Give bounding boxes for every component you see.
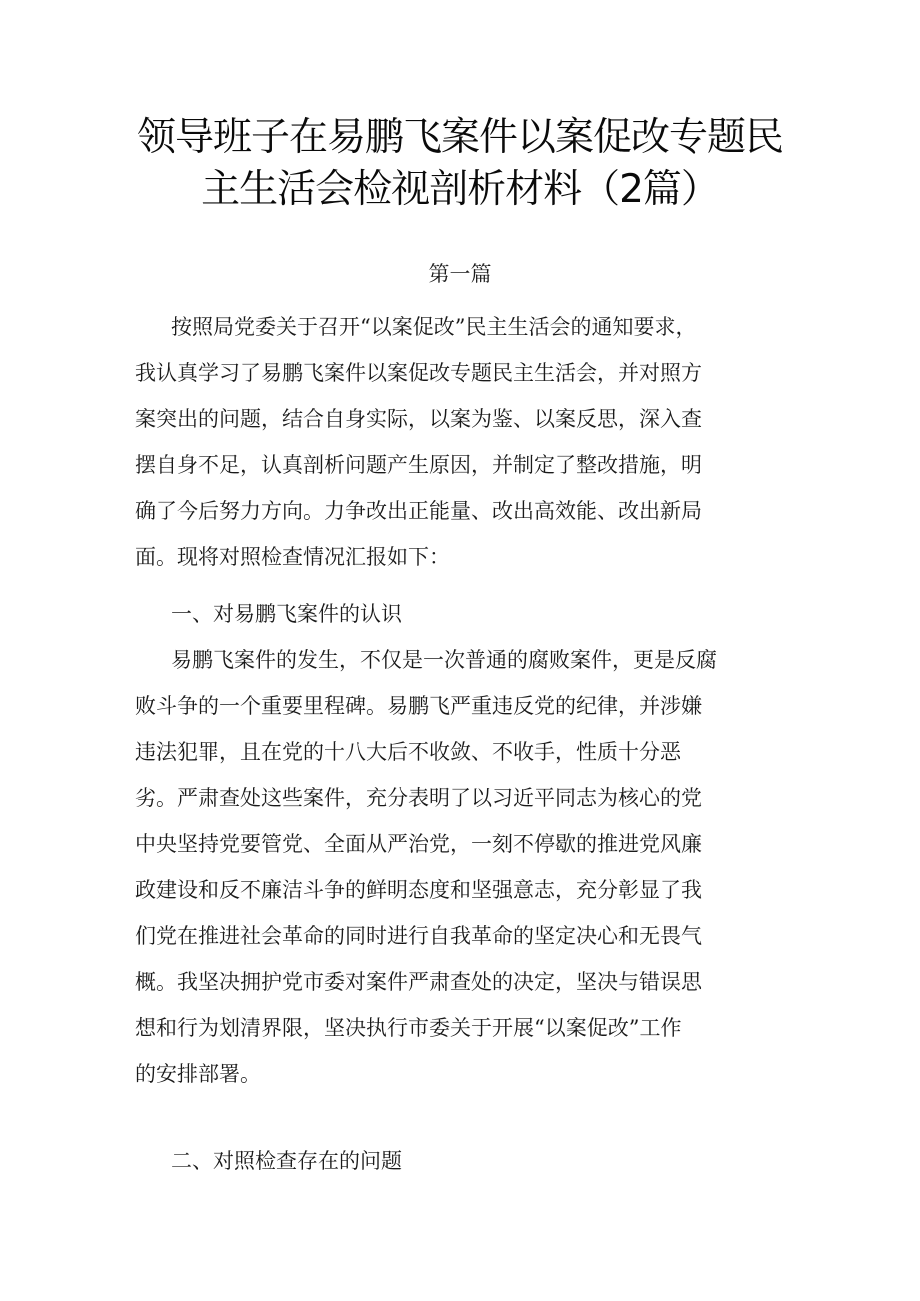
paragraph-line: 违法犯罪，且在党的十八大后不收敛、不收手，性质十分恶 bbox=[135, 740, 681, 764]
document-title-line-2: 主生活会检视剖析材料（2篇） bbox=[201, 167, 719, 212]
paragraph-line: 案突出的问题，结合自身实际，以案为鉴、以案反思，深入查 bbox=[135, 407, 702, 431]
document-title-line-1: 领导班子在易鹏飞案件以案促改专题民 bbox=[136, 115, 783, 160]
paragraph-line: 确了今后努力方向。力争改出正能量、改出高效能、改出新局 bbox=[135, 499, 702, 523]
paragraph-line: 政建设和反不廉洁斗争的鲜明态度和坚强意志，充分彰显了我 bbox=[135, 878, 702, 902]
document-title bbox=[120, 112, 800, 216]
paragraph-line: 中央坚持党要管党、全面从严治党，一刻不停歇的推进党风廉 bbox=[135, 832, 702, 856]
paragraph-line: 按照局党委关于召开“以案促改”民主生活会的通知要求， bbox=[171, 315, 697, 339]
paragraph-line: 劣。严肃查处这些案件，充分表明了以习近平同志为核心的党 bbox=[135, 786, 702, 810]
paragraph-line: 败斗争的一个重要里程碑。易鹏飞严重违反党的纪律，并涉嫌 bbox=[135, 694, 702, 718]
paragraph-line: 想和行为划清界限，坚决执行市委关于开展“以案促改”工作 bbox=[135, 1016, 682, 1040]
section-heading-1-text: 一、对易鹏飞案件的认识 bbox=[171, 602, 402, 626]
paragraph-line: 的安排部署。 bbox=[135, 1062, 261, 1086]
section-subtitle: 第一篇 bbox=[428, 262, 492, 286]
section-heading-2 bbox=[135, 1138, 775, 1184]
paragraph-line: 们党在推进社会革命的同时进行自我革命的坚定决心和无畏气 bbox=[135, 924, 702, 948]
paragraph-line: 我认真学习了易鹏飞案件以案促改专题民主生活会，并对照方 bbox=[135, 361, 702, 385]
paragraph-line: 概。我坚决拥护党市委对案件严肃查处的决定，坚决与错误思 bbox=[135, 970, 702, 994]
intro-paragraph bbox=[135, 304, 775, 580]
case-understanding-paragraph bbox=[135, 637, 775, 1097]
section-heading-2-text: 二、对照检查存在的问题 bbox=[171, 1149, 402, 1173]
paragraph-line: 易鹏飞案件的发生，不仅是一次普通的腐败案件，更是反腐 bbox=[171, 648, 717, 672]
section-heading-1 bbox=[135, 591, 775, 637]
paragraph-line: 面。现将对照检查情况汇报如下： bbox=[135, 545, 450, 569]
paragraph-line: 摆自身不足，认真剖析问题产生原因，并制定了整改措施，明 bbox=[135, 453, 702, 477]
